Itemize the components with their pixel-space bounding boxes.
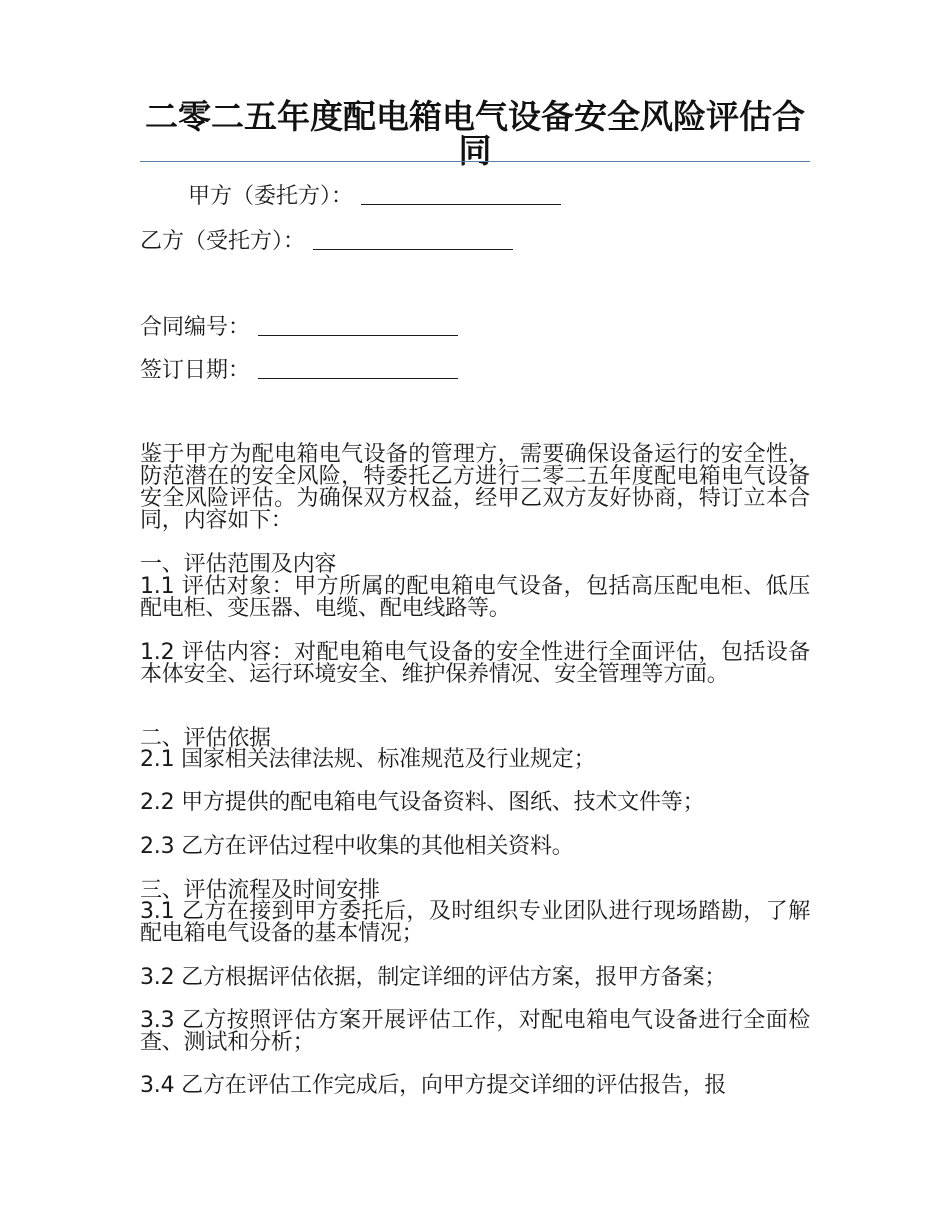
- party-a-blank: [361, 184, 561, 205]
- clause-2-2: 2.2 甲方提供的配电箱电气设备资料、图纸、技术文件等；: [140, 790, 705, 815]
- sign-date-line: [140, 358, 810, 383]
- sign-date-blank: [258, 358, 458, 379]
- clause-2-1: 2.1 国家相关法律法规、标准规范及行业规定；: [140, 747, 596, 772]
- clause-3-2: 3.2 乙方根据评估依据，制定详细的评估方案，报甲方备案；: [140, 965, 727, 990]
- contract-no-line: [140, 315, 810, 340]
- clause-3-1: 3.1 乙方在接到甲方委托后，及时组织专业团队进行现场踏勘，了解配电箱电气设备的基本情况；: [140, 899, 810, 946]
- section-1-heading: 一、评估范围及内容: [140, 552, 337, 577]
- party-a-line: [188, 184, 788, 209]
- party-b-line: [140, 229, 810, 254]
- clause-3-3: 3.3 乙方按照评估方案开展评估工作，对配电箱电气设备进行全面检查、测试和分析；: [140, 1008, 810, 1055]
- party-a-label: 甲方（委托方）：: [188, 184, 354, 209]
- section-2-heading: 二、评估依据: [140, 726, 271, 751]
- document-title: 二零二五年度配电箱电气设备安全风险评估合同: [145, 97, 805, 170]
- clause-1-1: 1.1 评估对象：甲方所属的配电箱电气设备，包括高压配电柜、低压配电柜、变压器、电缆、配电线路等。: [140, 574, 810, 621]
- title-underline: [140, 161, 810, 162]
- clause-2-3: 2.3 乙方在评估过程中收集的其他相关资料。: [140, 834, 574, 859]
- party-b-label: 乙方（受托方）：: [140, 229, 306, 254]
- clause-3-4: 3.4 乙方在评估工作完成后，向甲方提交详细的评估报告，报: [140, 1073, 727, 1098]
- section-3-heading: 三、评估流程及时间安排: [140, 878, 380, 903]
- clause-1-2: 1.2 评估内容：对配电箱电气设备的安全性进行全面评估，包括设备本体安全、运行环境安全、维护保养情况、安全管理等方面。: [140, 640, 810, 687]
- intro-paragraph: 鉴于甲方为配电箱电气设备的管理方，需要确保设备运行的安全性，防范潜在的安全风险，特委托乙方进行二零二五年度配电箱电气设备安全风险评估。为确保双方权益，经甲乙双方友好协商，特订立本合同，内容如下：: [140, 442, 810, 533]
- party-b-blank: [313, 229, 513, 250]
- contract-no-label: 合同编号：: [140, 315, 251, 340]
- sign-date-label: 签订日期：: [140, 358, 251, 383]
- contract-no-blank: [258, 315, 458, 336]
